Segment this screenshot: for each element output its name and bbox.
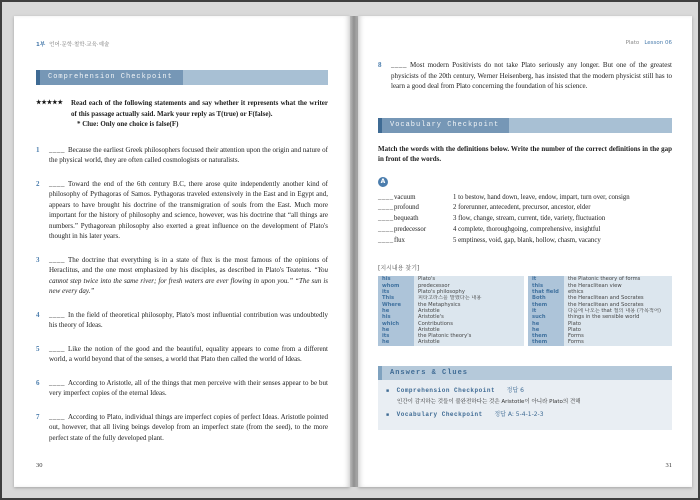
item-number: 6 (36, 378, 40, 387)
vocab-row (378, 236, 672, 247)
vocab-definition: 5 emptiness, void, gap, blank, hollow, chasm, vacancy (453, 236, 601, 244)
pronoun-cell: he (528, 327, 564, 333)
pronoun-cell: which (378, 321, 414, 327)
answer-label: Vocabulary Checkpoint (396, 410, 483, 418)
page-number-left: 30 (36, 462, 43, 469)
referent-cell: Aristotle (414, 327, 524, 333)
item-number: 5 (36, 344, 40, 353)
pronoun-cell: its (378, 333, 414, 339)
statement-list (36, 145, 328, 444)
item-text: Because the earliest Greek philosophers focused their attention upon the origin and nature of the physical world, they are often called cosmologists or naturalists. (49, 145, 328, 164)
book-gutter (350, 16, 358, 487)
pronoun-cell: Both (528, 295, 564, 301)
section-title: Vocabulary Checkpoint (382, 118, 509, 133)
square-bullet-icon: ■ (386, 411, 390, 418)
pronoun-cell: that field (528, 289, 564, 295)
statement-item-8-container (378, 60, 672, 92)
answer-blank: ____ (49, 310, 65, 319)
pronoun-cell: his (378, 314, 414, 320)
item-text: In the field of theoretical philosophy, Plato's most influential contribution was undoubtedly his theory of Ideas. (49, 310, 328, 329)
referent-cell: ethics (564, 289, 672, 295)
instructions-text: Read each of the following statements and say whether it represents what the writer of this passage actually said. Mark your reply as T(true) or F(false). (71, 99, 328, 118)
referent-cell: the Metaphysics (414, 302, 524, 308)
answers-box (378, 380, 672, 430)
pronoun-cell: he (378, 327, 414, 333)
item-number: 4 (36, 310, 40, 319)
referent-cell: Plato (564, 327, 672, 333)
answer-label: Comprehension Checkpoint (396, 386, 496, 394)
answer-blank: ____ (49, 378, 65, 387)
bar-tail (509, 118, 672, 133)
vocab-definition: 3 flow, change, stream, current, tide, variety, fluctuation (453, 215, 606, 223)
pronoun-cell: them (528, 333, 564, 339)
statement-item (36, 378, 328, 399)
answers-title: Answers & Clues (382, 366, 672, 380)
pronoun-cell: it (528, 276, 564, 282)
answer-blank: ____ (378, 193, 394, 201)
reference-table-label: [지시내용 찾기] (378, 265, 420, 273)
referent-cell: Plato (564, 321, 672, 327)
referent-cell: Contributions (414, 321, 524, 327)
item-number: 1 (36, 145, 40, 154)
pronoun-cell: he (528, 321, 564, 327)
referent-cell: Forms (564, 339, 672, 345)
lesson-number: Lesson 06 (644, 40, 672, 46)
pronoun-cell: its (378, 289, 414, 295)
stars-rating-icon: ★★★★★ (36, 100, 63, 106)
pronoun-cell: it (528, 308, 564, 314)
answer-blank: ____ (49, 179, 65, 188)
answer-blank: ____ (49, 255, 65, 264)
vocabulary-checkpoint-bar (378, 118, 672, 133)
vocab-word: bequeath (394, 215, 419, 223)
answer-item (386, 386, 662, 407)
instructions (36, 98, 328, 119)
answer-blank: ____ (378, 225, 394, 233)
referent-cell: the Heraclitean and Socrates (564, 295, 672, 301)
page-number-right: 31 (665, 462, 672, 469)
running-head-right (378, 40, 672, 46)
referent-cell: things in the sensible world (564, 314, 672, 320)
item-text: Like the notion of the good and the beautiful, equality appears to come from a different world, a world beyond that of the senses, a world that Plato then called the world of Ideas. (49, 344, 328, 363)
vocab-definition: 4 complete, thoroughgoing, comprehensive, insightful (453, 225, 601, 233)
answer-note: 인간이 감지하는 것들이 불완전하다는 것은 Aristotle이 아니라 Plato의 견해 (397, 398, 581, 405)
answer-blank: ____ (391, 61, 407, 69)
item-number: 3 (36, 255, 40, 264)
pronoun-cell: Where (378, 302, 414, 308)
item-quote: “You cannot step twice into the same river; for fresh waters are ever flowing in upon you.” “The sun is new every day.” (49, 266, 329, 295)
item-text: According to Aristotle, all of the things that men perceive with their senses appear to be but very imperfect copies of the eternal Ideas. (49, 378, 328, 397)
statement-item (378, 60, 672, 92)
answer-blank: ____ (49, 145, 65, 154)
pronoun-cell: such (528, 314, 564, 320)
answer-blank: ____ (378, 204, 394, 212)
statement-item (36, 344, 328, 365)
referent-cell: the Heraclitean view (564, 283, 672, 289)
vocab-row (378, 203, 672, 214)
pronoun-cell: he (378, 308, 414, 314)
referent-cell: the Heraclitean and Socrates (564, 302, 672, 308)
referent-cell: predecessor (414, 283, 524, 289)
statement-item (36, 412, 328, 444)
answer-value: 정답 6 (506, 386, 524, 394)
vocab-word: vacuum (394, 193, 416, 201)
vocab-definition: 1 to bestow, hand down, leave, endow, impart, turn over, consign (453, 193, 630, 201)
pronoun-cell: This (378, 295, 414, 301)
part-title: 언어·문학·철학·교육·예술 (49, 42, 110, 48)
vocab-word: profound (394, 204, 419, 212)
answer-line (386, 410, 662, 420)
statement-item (36, 310, 328, 331)
answers-section (378, 366, 672, 430)
referent-cell: Plato's (414, 276, 524, 282)
item-number: 8 (378, 61, 382, 69)
reference-table (378, 276, 672, 345)
running-head-left (36, 40, 328, 48)
pronoun-cell: them (528, 339, 564, 345)
vocab-row (378, 193, 672, 204)
referent-cell: Plato's philosophy (414, 289, 524, 295)
lesson-topic: Plato (625, 40, 640, 46)
pronoun-cell: them (528, 302, 564, 308)
comprehension-checkpoint-bar (36, 70, 328, 85)
answer-blank: ____ (49, 344, 65, 353)
answer-line (386, 386, 662, 396)
vocab-word: flux (394, 236, 405, 244)
vocab-match-list (378, 193, 672, 247)
vocab-definition: 2 forerunner, antecedent, precursor, ancestor, elder (453, 204, 591, 212)
vocab-word: predecessor (394, 225, 427, 233)
referent-cell: Aristotle (414, 308, 524, 314)
answer-blank: ____ (378, 236, 394, 244)
vocab-row (378, 225, 672, 236)
pronoun-cell: whom (378, 283, 414, 289)
answer-blank: ____ (49, 412, 65, 421)
referent-cell: Forms (564, 333, 672, 339)
referent-cell: 다음에 나오는 that 절의 내용 (가목적어) (564, 308, 672, 314)
statement-item (36, 255, 328, 297)
page-right (358, 16, 692, 487)
pronoun-cell: his (378, 276, 414, 282)
vocab-instructions: Match the words with the definitions below. Write the number of the correct definitions in the gap in front of the words. (378, 144, 672, 163)
item-text: Toward the end of the 6th century B.C, there arose quite independently another kind of philosophy of Pythagoras of Samos. Pythagoras traveled extensively in the East and in Egypt and, appears to have brought his doctrine of the transmigration of souls from the East. Much more important for the history of philosophy and science, however, was his doctrine that “all things are numbers.” Pythagorean philosophy also exerted a great influence on the development of Plato's thought in his later years. (49, 179, 328, 240)
item-number: 7 (36, 412, 40, 421)
section-title: Comprehension Checkpoint (40, 70, 183, 85)
referent-cell: Aristotle (414, 339, 524, 345)
badge-a-icon: A (378, 177, 388, 187)
square-bullet-icon: ■ (386, 387, 390, 394)
pronoun-cell: he (378, 339, 414, 345)
answer-value: 정답 A: 5-4-1-2-3 (494, 410, 544, 418)
answers-bar (378, 366, 672, 380)
answer-blank: ____ (378, 215, 394, 223)
pronoun-cell: this (528, 283, 564, 289)
item-number: 2 (36, 179, 40, 188)
statement-item (36, 179, 328, 242)
clue-line: * Clue: Only one choice is false(F) (77, 120, 179, 128)
referent-cell: the Platonic theory of forms (564, 276, 672, 282)
answer-item (386, 410, 662, 420)
item-text: The doctrine that everything is in a state of flux is the most famous of the opinions of Heraclitus, and the one most emphasized by his disciples, as described in Plato's Teatetus. (49, 255, 328, 274)
page-left (14, 16, 350, 487)
bar-tail (183, 70, 328, 85)
referent-cell: the Platonic theory's (414, 333, 524, 339)
part-number: 1부 (36, 42, 46, 48)
item-text: Most modern Positivists do not take Plato seriously any longer. But one of the greatest physicists of the 20th century, Werner Heisenberg, has insisted that the modern physicist still has to learn a good deal from Plato concerning the foundation of his science. (391, 61, 672, 90)
referent-cell: Aristotle's (414, 314, 524, 320)
vocab-row (378, 214, 672, 225)
statement-item (36, 145, 328, 166)
referent-cell: 피타고라스를 말했다는 내용 (414, 295, 524, 301)
item-text: According to Plato, individual things are imperfect copies of perfect Ideas. Aristotle pointed out, however, that all living beings develop from an imperfect state (from the seed), to the more perfect state of the fully developed plant. (49, 412, 328, 442)
